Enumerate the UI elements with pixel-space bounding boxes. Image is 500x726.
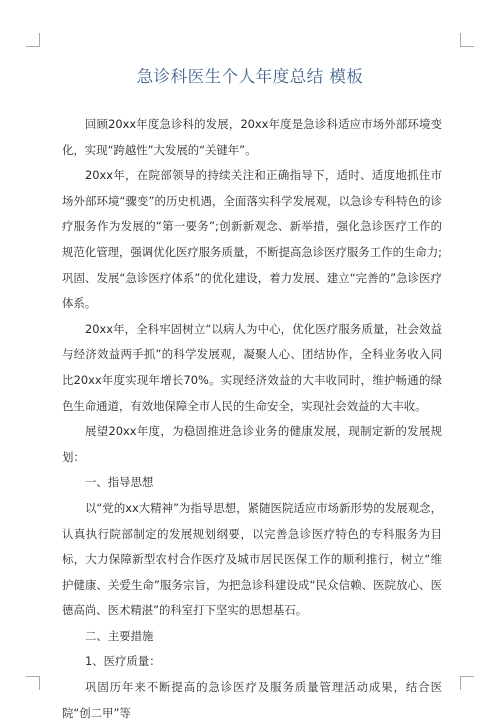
document-body [62,112,442,726]
paragraph-medical-quality: 巩固历年来不断提高的急诊医疗及服务质量管理活动成果，结合医院“创二甲”等 [62,680,442,720]
crop-mark-bottom-right [460,676,474,690]
paragraph-review: 回顾20xx年度急诊科的发展，20xx年度是急诊科适应市场外部环境变化，实现“跨越性”大发展的“关键年”。 [62,117,442,157]
document-title: 急诊科医生个人年度总结 模板 [136,67,364,86]
crop-mark-top-right [460,33,474,47]
section-heading-guiding-ideology: 一、指导思想 [85,475,154,490]
paragraph-achievements: 20xx年，全科牢固树立“以病人为中心，优化医疗服务质量，社会效益与经济效益两手抓”的科学发展观，凝聚人心、团结协作，全科业务收入同比20xx年度实现年增长70%。实现经济效益的大丰收同时，维护畅通的绿色生命通道，有效地保障全市人民的生命安全，实现社会效益的大丰收。 [62,321,442,413]
crop-mark-top-left [26,33,40,47]
section-heading-main-measures: 二、主要措施 [85,628,154,643]
crop-mark-bottom-left [26,676,40,690]
subsection-heading-medical-quality: 1、医疗质量： [85,654,161,669]
paragraph-outlook: 展望20xx年度，为稳固推进急诊业务的健康发展，现制定新的发展规划： [62,424,442,464]
paragraph-development: 20xx年，在院部领导的持续关注和正确指导下，适时、适度地抓住市场外部环境“骤变”的历史机遇，全面落实科学发展观，以急诊专科特色的诊疗服务作为发展的“第一要务”;创新新观念、新举措，强化急诊医疗工作的规范化管理，强调优化医疗服务质量，不断提高急诊医疗服务工作的生命力;巩固、发展“急诊医疗体系”的优化建设，着力发展、建立“完善的”急诊医疗体系。 [62,168,442,311]
paragraph-guiding-ideology: 以“党的xx大精神”为指导思想，紧随医院适应市场新形势的发展观念，认真执行院部制定的发展规划纲要，以完善急诊医疗特色的专科服务为目标，大力保障新型农村合作医疗及城市居民医保工作的顺利推行，树立“维护健康、关爱生命”服务宗旨，为把急诊科建设成“民众信赖、医院放心、医德高尚、医术精湛”的科室打下坚实的思想基石。 [62,500,442,618]
